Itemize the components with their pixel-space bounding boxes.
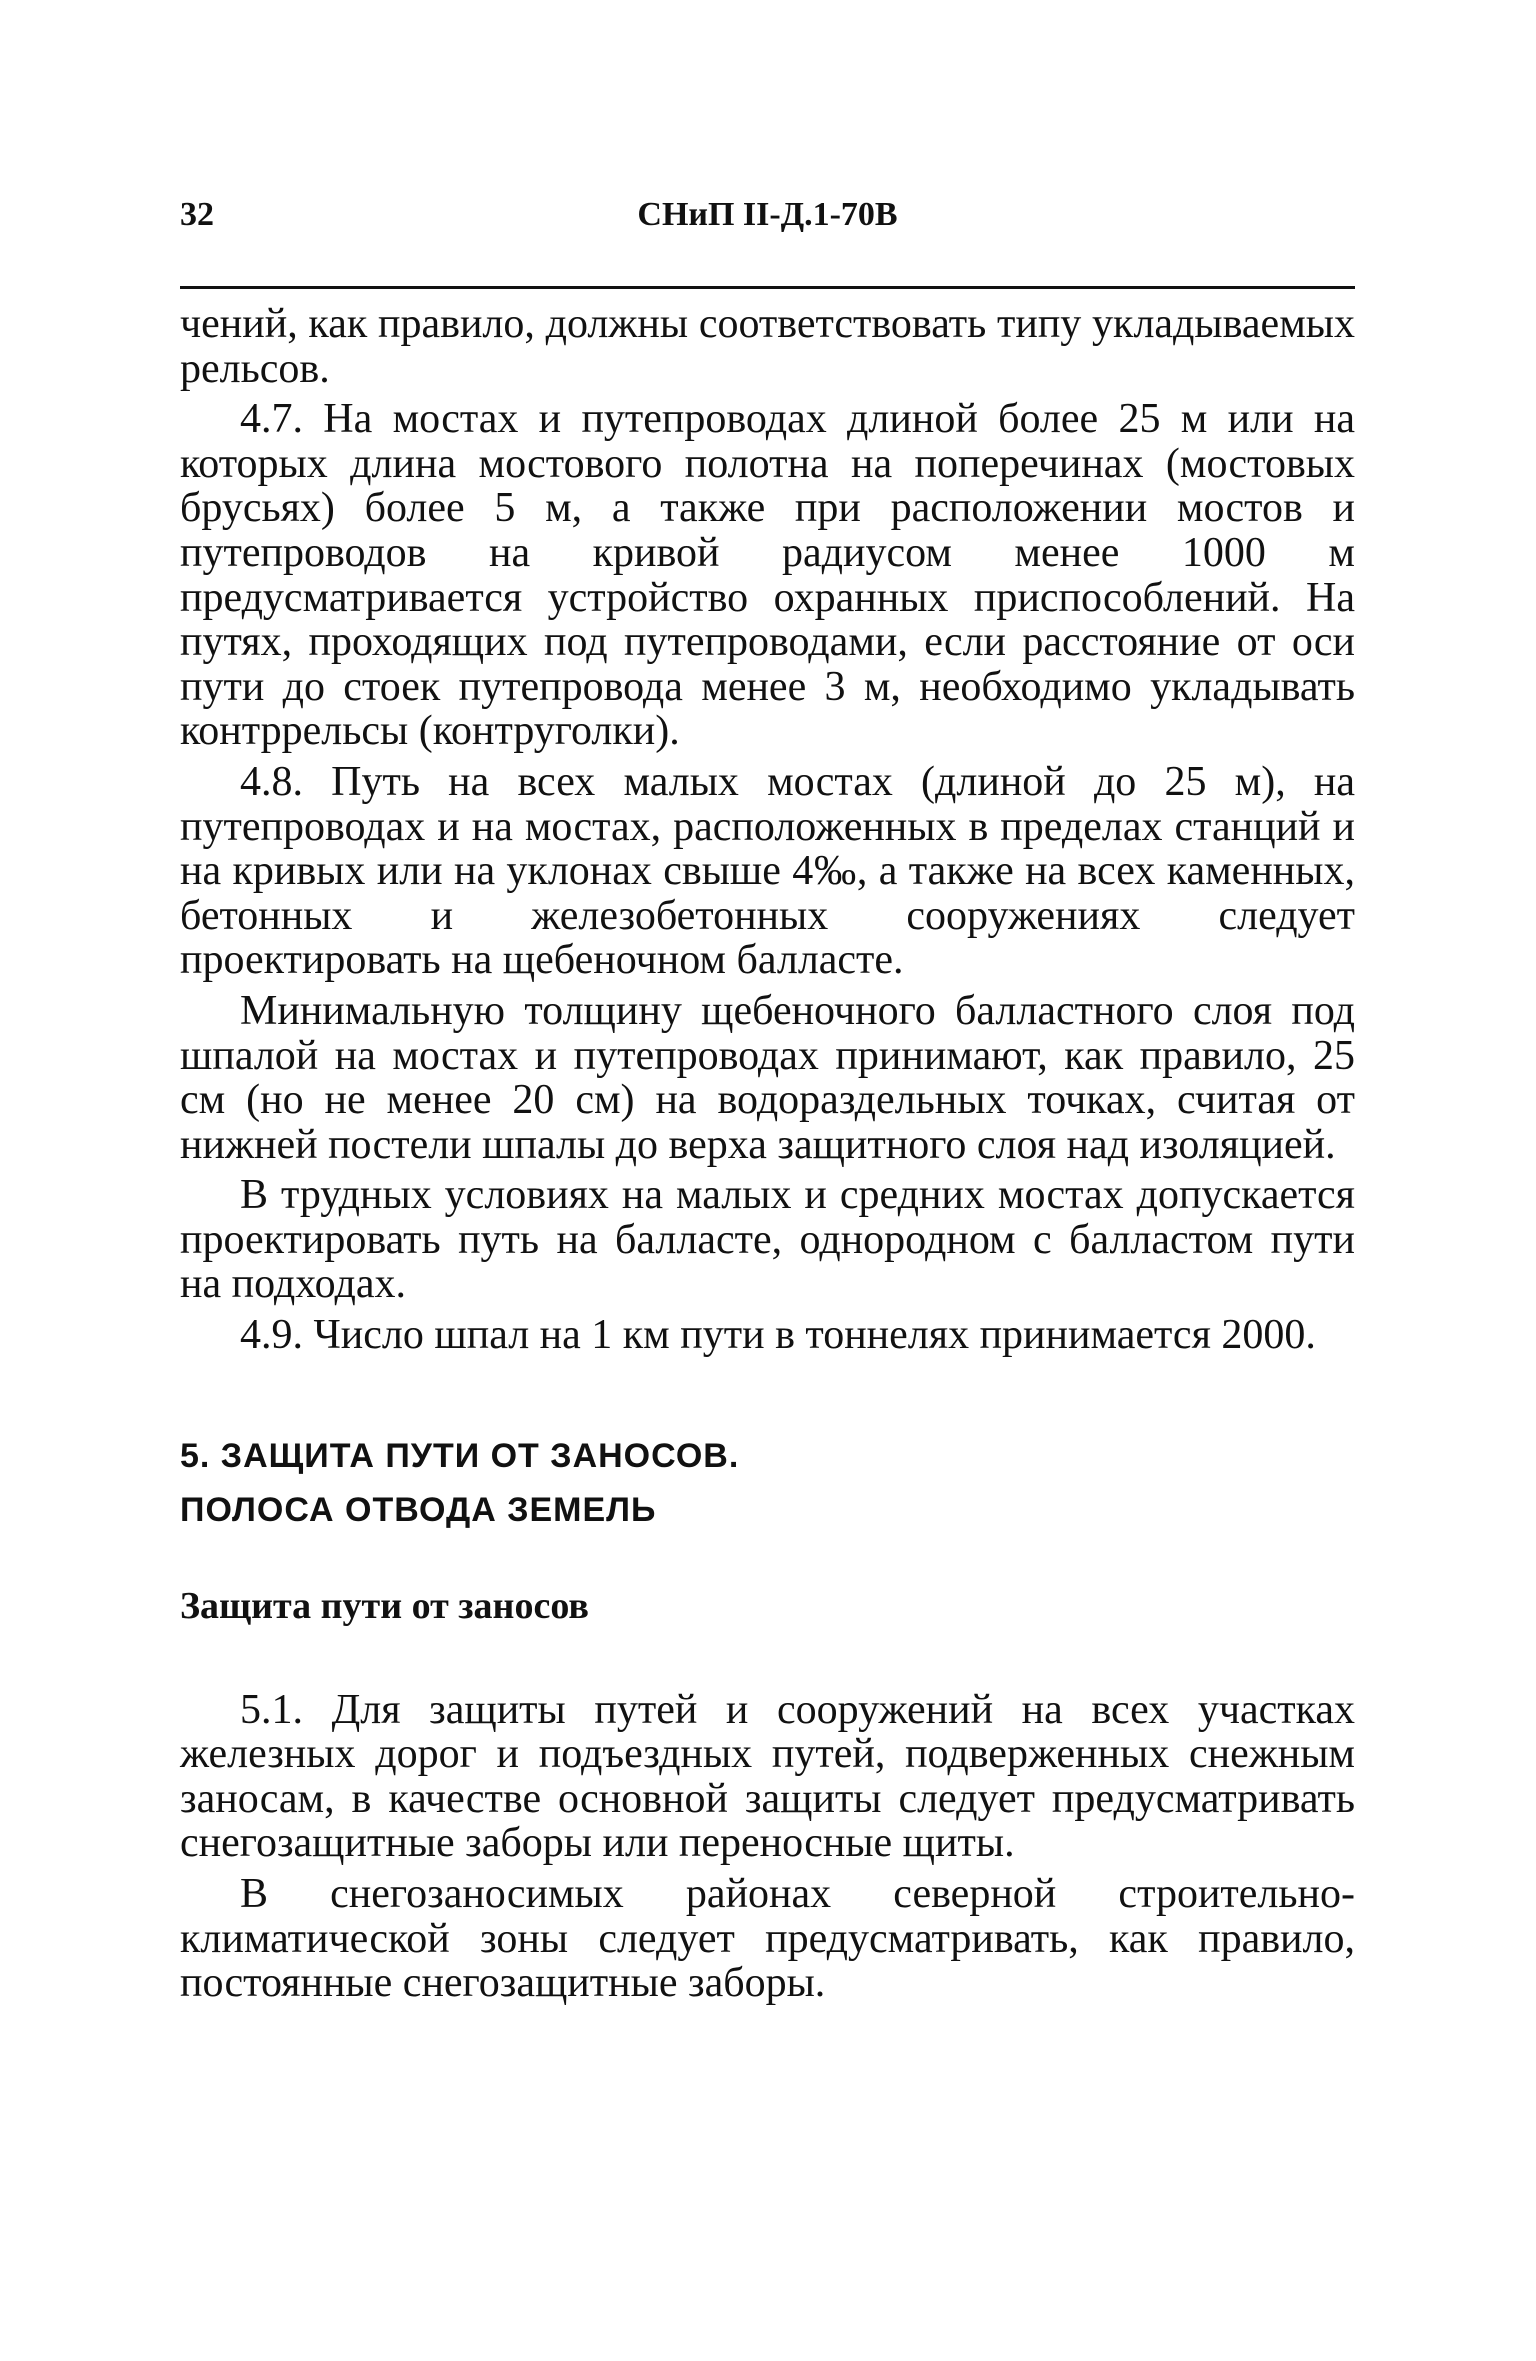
paragraph-difficult-conditions: В трудных условиях на малых и средних мостах допускается проектировать путь на балласте, однородном с балластом пути на подходах. bbox=[180, 1172, 1355, 1308]
paragraph-5-1: 5.1. Для защиты путей и сооружений на всех участках железных дорог и подъездных путей, подверженных снежным заносам, в качестве основной защиты следует предусматривать снегозащитные заборы или переносные щиты. bbox=[180, 1686, 1355, 1867]
document-code: СНиП II-Д.1-70В bbox=[637, 196, 898, 233]
subsection-title: Защита пути от заносов bbox=[180, 1584, 589, 1627]
section-title-line2: ПОЛОСА ОТВОДА ЗЕМЕЛЬ bbox=[180, 1490, 657, 1529]
spacer bbox=[180, 1630, 1355, 1688]
paragraph-northern-zone: В снегозаносимых районах северной строительно-климатической зоны следует предусматривать, как правило, постоянные снегозащитные заборы. bbox=[180, 1871, 1355, 2007]
page-body bbox=[180, 302, 1355, 2006]
paragraph-continuation: чений, как правило, должны соответствовать типу укладываемых рельсов. bbox=[180, 301, 1355, 392]
page-header bbox=[180, 196, 1355, 256]
section-title-line1: 5. ЗАЩИТА ПУТИ ОТ ЗАНОСОВ. bbox=[180, 1436, 740, 1475]
paragraph-min-ballast: Минимальную толщину щебеночного балластного слоя под шпалой на мостах и путепроводах принимают, как правило, 25 см (но не менее 20 см) на водораздельных точках, считая от нижней постели шпалы до верха защитного слоя над изоляцией. bbox=[180, 987, 1355, 1168]
spacer bbox=[180, 1358, 1355, 1432]
spacer bbox=[180, 1534, 1355, 1582]
paragraph-4-8: 4.8. Путь на всех малых мостах (длиной до 25 м), на путепроводах и на мостах, расположенных в пределах станций и на кривых или на уклонах свыше 4‰, а также на всех каменных, бетонных и железобетонных сооружениях следует проектировать на щебеночном балласте. bbox=[180, 758, 1355, 984]
paragraph-4-7: 4.7. На мостах и путепроводах длиной более 25 м или на которых длина мостового полотна на поперечинах (мостовых брусьях) более 5 м, а также при расположении мостов и путепроводов на кривой радиусом менее 1000 м предусматривается устройство охранных приспособлений. На путях, проходящих под путепроводами, если расстояние от оси пути до стоек путепровода менее 3 м, необходимо укладывать контррельсы (контруголки). bbox=[180, 396, 1355, 755]
paragraph-4-9: 4.9. Число шпал на 1 км пути в тоннелях принимается 2000. bbox=[240, 1312, 1316, 1359]
header-rule bbox=[180, 286, 1355, 289]
page-number: 32 bbox=[180, 196, 214, 233]
